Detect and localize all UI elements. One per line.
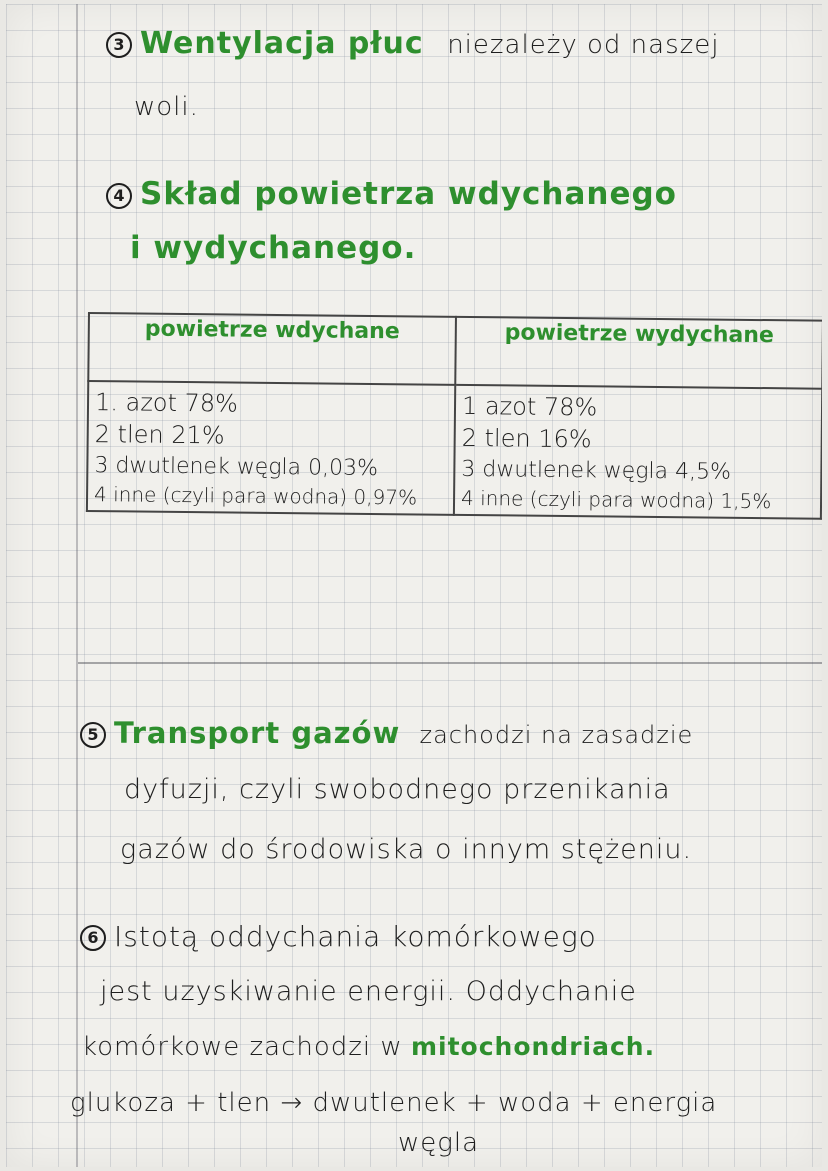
margin-line — [76, 4, 78, 1167]
section-3-number: 3 — [106, 32, 132, 58]
inhaled-oxygen: 2 tlen 21% — [94, 420, 225, 450]
header-exhaled: powietrze wydychane — [455, 317, 822, 389]
air-composition-table — [86, 312, 822, 520]
section-4-heading-line-2: i wydychanego. — [130, 230, 417, 266]
section-4-number: 4 — [106, 183, 132, 209]
inhaled-nitrogen: 1. azot 78% — [94, 388, 239, 418]
section-5-line-3: gazów do środowiska o innym stężeniu. — [120, 834, 693, 865]
section-5-line-2: dyfuzji, czyli swobodnego przenikania — [124, 774, 671, 805]
section-4-heading — [106, 176, 677, 212]
section-3-text: niezależy od naszej — [447, 30, 720, 60]
section-6-line-3 — [82, 1032, 655, 1062]
exhaled-column — [454, 385, 822, 519]
exhaled-co2: 3 dwutlenek węgla 4,5% — [461, 456, 732, 485]
header-inhaled: powietrze wdychane — [88, 313, 456, 385]
inhaled-co2: 3 dwutlenek węgla 0,03% — [94, 453, 379, 482]
section-5-number: 5 — [80, 722, 106, 748]
section-6-number: 6 — [80, 925, 106, 951]
section-3-term: Wentylacja płuc — [140, 26, 424, 61]
section-3-line-1 — [106, 26, 720, 61]
section-5-text: zachodzi na zasadzie — [419, 721, 694, 749]
section-3-line-2: woli. — [134, 92, 199, 122]
exhaled-nitrogen: 1 azot 78% — [461, 391, 598, 422]
table-header-row — [88, 313, 822, 389]
exhaled-oxygen: 2 tlen 16% — [461, 423, 592, 454]
section-6-text-3: komórkowe zachodzi w — [82, 1032, 403, 1062]
section-divider — [78, 662, 822, 664]
section-4-heading-line-1: Skład powietrza wdychanego — [140, 176, 677, 212]
inhaled-other: 4 inne (czyli para wodna) 0,97% — [93, 482, 418, 510]
section-6-line-2: jest uzyskiwanie energii. Oddychanie — [100, 976, 637, 1007]
section-5-term: Transport gazów — [114, 716, 401, 750]
table-body-row — [87, 381, 822, 519]
section-6-term: mitochondriach. — [410, 1032, 656, 1061]
notebook-page — [6, 4, 822, 1167]
section-6-line-1 — [80, 920, 597, 953]
exhaled-other: 4 inne (czyli para wodna) 1,5% — [460, 485, 772, 514]
inhaled-column — [87, 381, 455, 515]
equation-line-1: glukoza + tlen → dwutlenek + woda + energia — [70, 1088, 718, 1118]
equation-line-2: węgla — [398, 1128, 480, 1158]
section-6-text-1: Istotą oddychania komórkowego — [114, 920, 597, 953]
section-5-line-1 — [80, 716, 693, 750]
